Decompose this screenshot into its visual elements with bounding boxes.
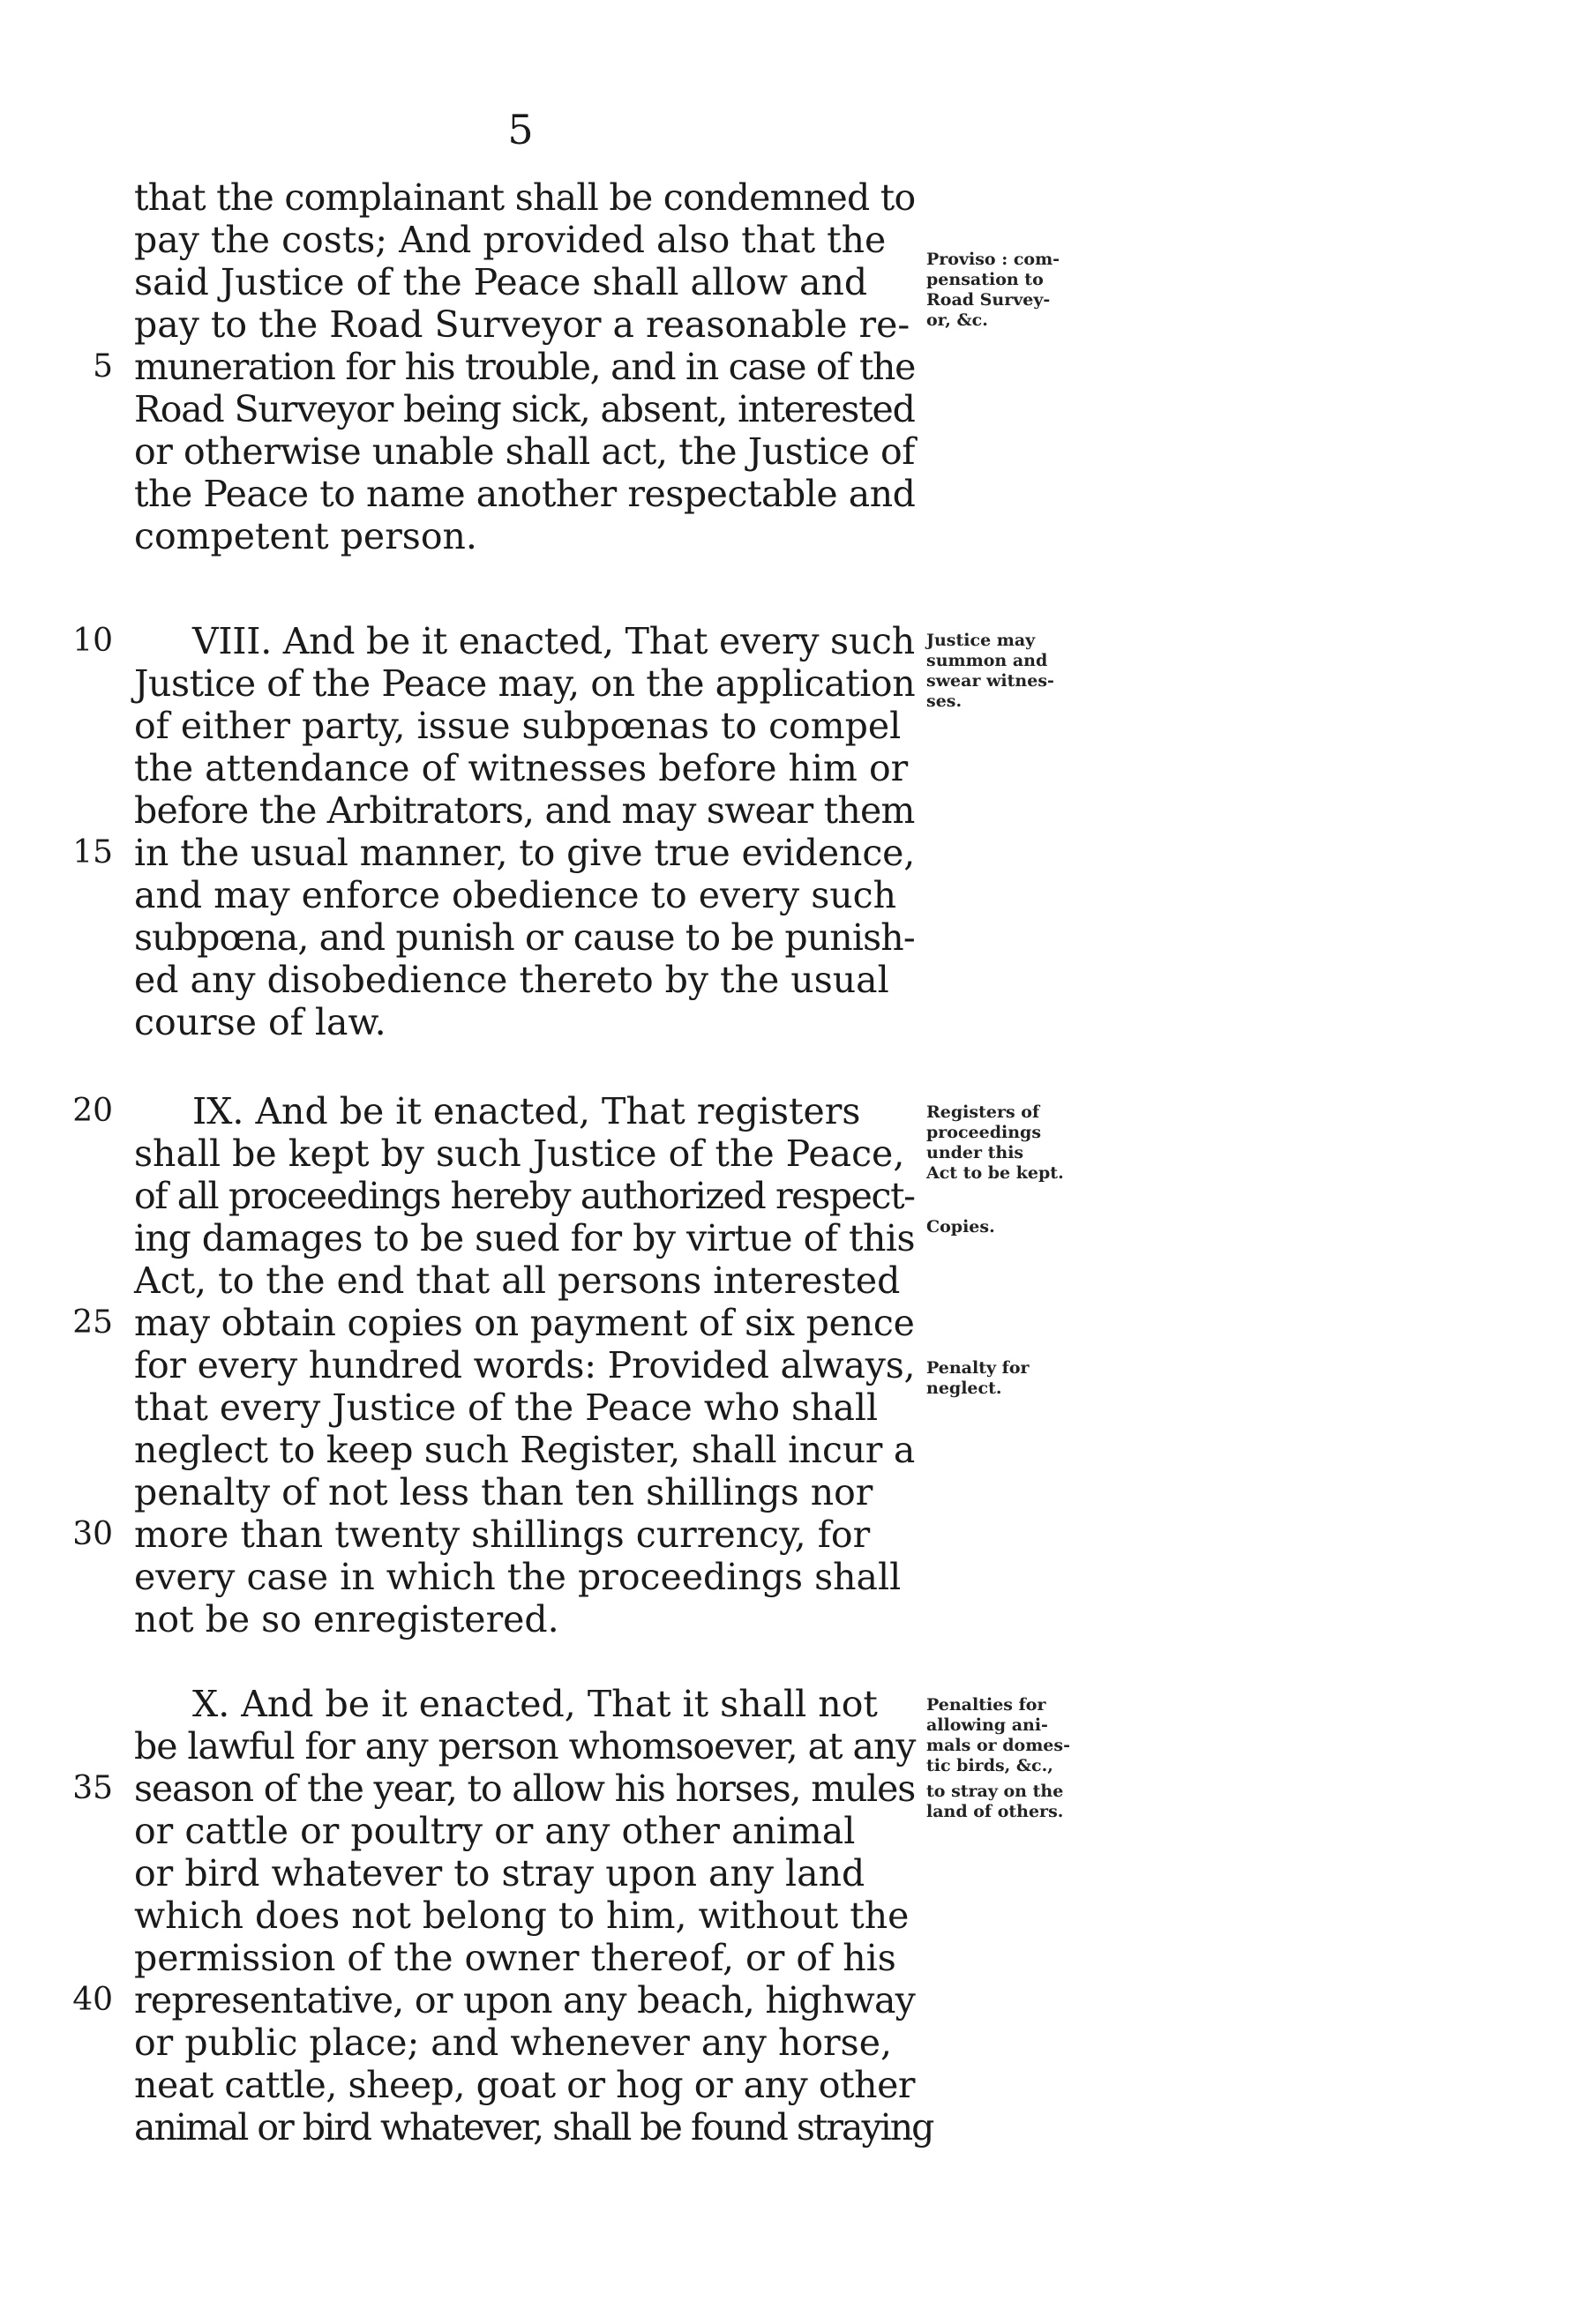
text-line: of all proceedings hereby authorized respect- [134, 1175, 915, 1217]
page-number: 5 [507, 106, 534, 153]
text-line: IX. And be it enacted, That registers [192, 1090, 861, 1132]
margin-note: to stray on the [926, 1782, 1064, 1801]
text-line: ing damages to be sued for by virtue of this [134, 1217, 916, 1259]
line-number: 15 [72, 834, 113, 871]
text-line: which does not belong to him, without the [134, 1894, 910, 1937]
text-line: or otherwise unable shall act, the Justice of [134, 430, 916, 473]
text-line: every case in which the proceedings shall [134, 1556, 902, 1598]
text-line: subpœna, and punish or cause to be punish- [134, 916, 915, 959]
text-line: before the Arbitrators, and may swear them [134, 789, 915, 832]
margin-note: allowing ani- [926, 1715, 1048, 1735]
margin-note: Justice may [926, 631, 1036, 650]
text-line: or cattle or poultry or any other animal [134, 1810, 856, 1852]
margin-note: Road Survey- [926, 290, 1051, 310]
text-line: pay the costs; And provided also that the [134, 219, 887, 261]
text-line: or bird whatever to stray upon any land [134, 1852, 865, 1894]
margin-note: Penalty for [926, 1358, 1030, 1378]
text-line: the Peace to name another respectable and [134, 473, 916, 515]
text-line: the attendance of witnesses before him or [134, 747, 909, 789]
text-line: Act, to the end that all persons interested [134, 1259, 901, 1302]
line-number: 40 [72, 1982, 113, 2018]
line-number: 30 [72, 1516, 113, 1552]
line-number: 5 [93, 348, 113, 385]
line-number: 10 [72, 623, 113, 659]
margin-note: swear witnes- [926, 671, 1054, 691]
text-line: said Justice of the Peace shall allow and [134, 261, 868, 303]
text-line: competent person. [134, 515, 477, 557]
text-line: Road Surveyor being sick, absent, interested [134, 388, 915, 430]
margin-note: pensation to [926, 270, 1044, 289]
margin-note: ses. [926, 691, 963, 711]
text-line: for every hundred words: Provided always, [134, 1344, 916, 1386]
text-line: pay to the Road Surveyor a reasonable re- [134, 303, 910, 346]
text-line: more than twenty shillings currency, for [134, 1513, 871, 1556]
text-line: penalty of not less than ten shillings nor [134, 1471, 873, 1513]
text-line: that every Justice of the Peace who shall [134, 1386, 879, 1429]
text-line: muneration for his trouble, and in case of the [134, 346, 916, 388]
margin-note: neglect. [926, 1379, 1002, 1398]
margin-note: proceedings [926, 1123, 1042, 1142]
text-line: may obtain copies on payment of six pence [134, 1302, 915, 1344]
text-line: X. And be it enacted, That it shall not [192, 1683, 878, 1725]
text-line: not be so enregistered. [134, 1598, 559, 1640]
margin-note: Proviso : com- [926, 250, 1060, 269]
text-line: course of law. [134, 1001, 386, 1043]
text-line: or public place; and whenever any horse, [134, 2021, 892, 2064]
text-line: VIII. And be it enacted, That every such [192, 620, 915, 662]
margin-note: mals or domes- [926, 1736, 1070, 1755]
text-line: representative, or upon any beach, highway [134, 1979, 916, 2021]
text-line: of either party, issue subpœnas to compel [134, 705, 902, 747]
margin-note: Copies. [926, 1217, 995, 1237]
text-line: be lawful for any person whomsoever, at any [134, 1725, 916, 1767]
margin-note: land of others. [926, 1802, 1064, 1821]
line-number: 35 [72, 1770, 113, 1806]
text-line: permission of the owner thereof, or of his [134, 1937, 896, 1979]
line-number: 25 [72, 1304, 113, 1341]
text-line: in the usual manner, to give true evidence, [134, 832, 916, 874]
margin-note: summon and [926, 651, 1048, 670]
margin-note: Act to be kept. [926, 1163, 1064, 1183]
text-line: and may enforce obedience to every such [134, 874, 897, 916]
line-number: 20 [72, 1093, 113, 1129]
text-line: ed any disobedience thereto by the usual [134, 959, 889, 1001]
text-line: Justice of the Peace may, on the application [134, 662, 916, 705]
text-line: animal or bird whatever, shall be found straying [134, 2106, 933, 2148]
text-line: that the complainant shall be condemned to [134, 176, 916, 219]
margin-note: Penalties for [926, 1695, 1046, 1715]
margin-note: Registers of [926, 1102, 1040, 1122]
text-line: shall be kept by such Justice of the Peace, [134, 1132, 905, 1175]
margin-note: or, &c. [926, 310, 988, 330]
text-line: neglect to keep such Register, shall incur a [134, 1429, 915, 1471]
margin-note: tic birds, &c., [926, 1756, 1053, 1775]
margin-note: under this [926, 1143, 1024, 1162]
text-line: season of the year, to allow his horses, mules [134, 1767, 916, 1810]
text-line: neat cattle, sheep, goat or hog or any other [134, 2064, 916, 2106]
